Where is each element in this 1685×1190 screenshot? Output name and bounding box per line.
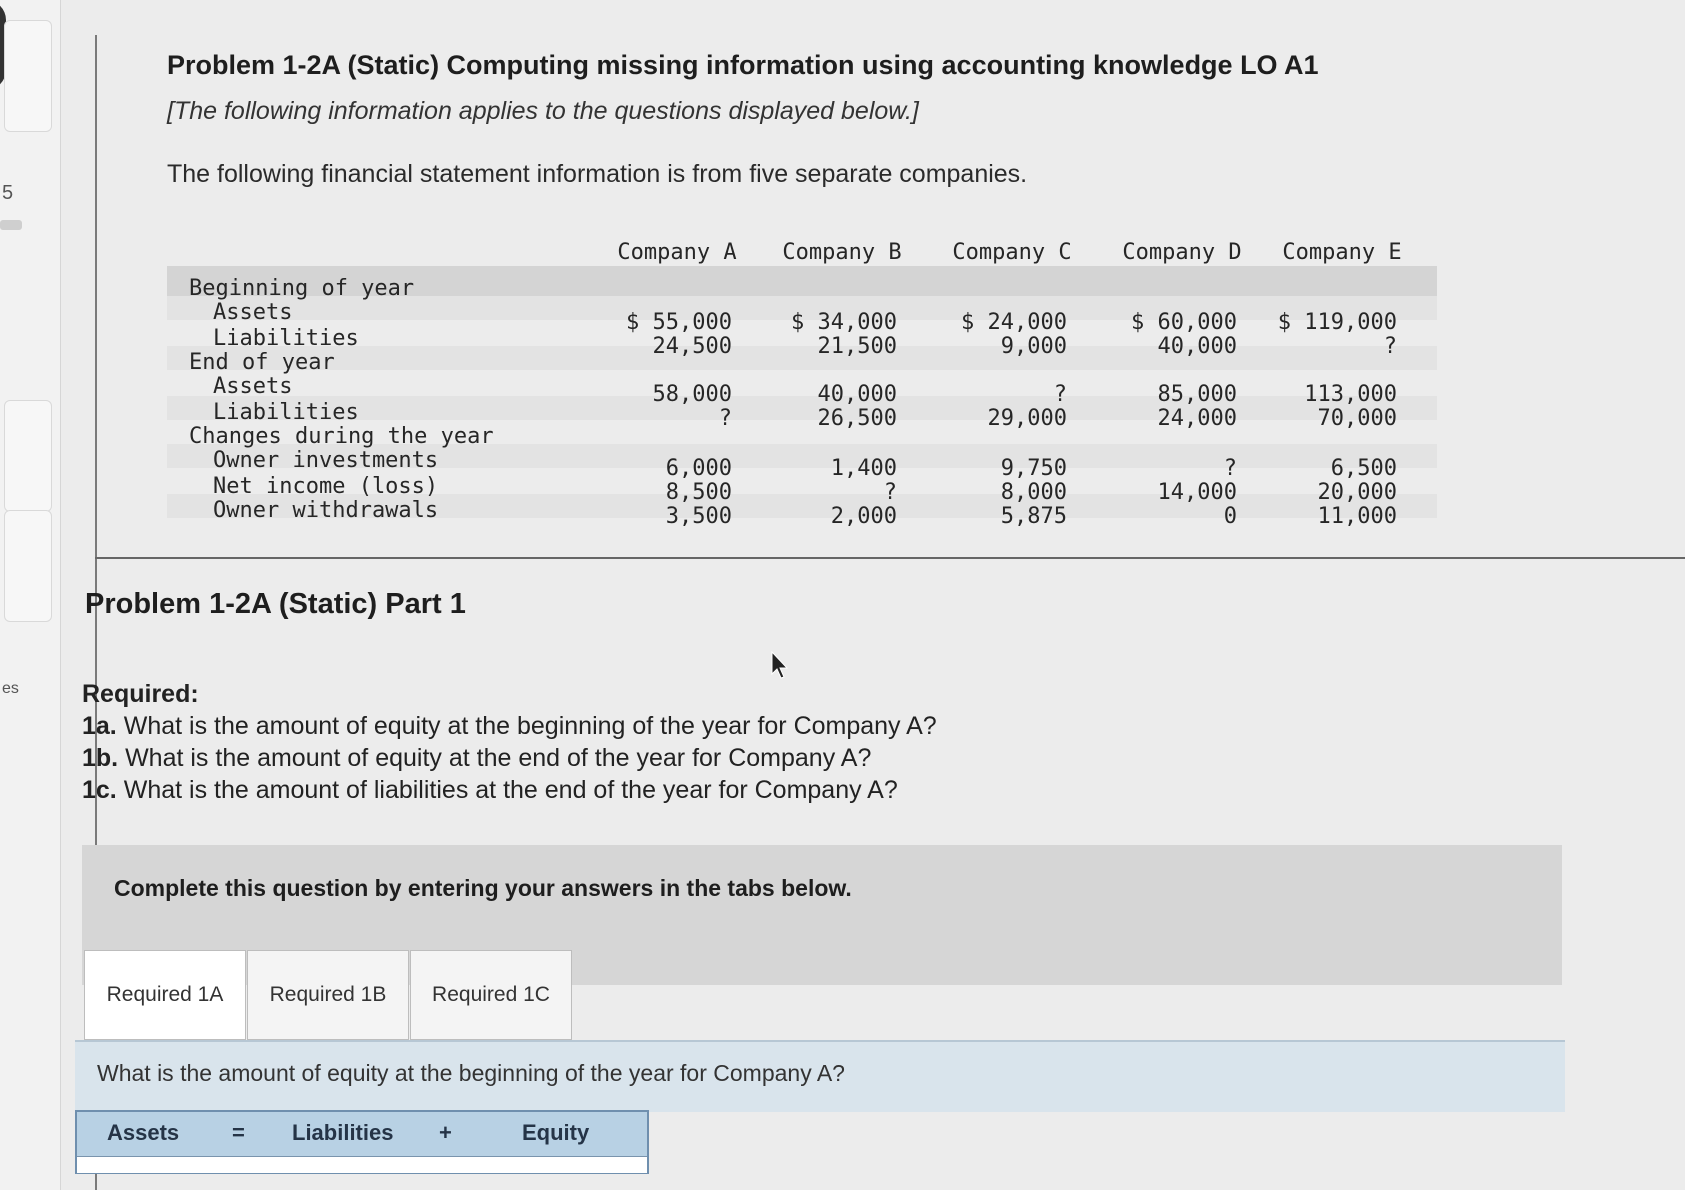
- required-section: [82, 678, 937, 806]
- table-cell: 11,000: [1317, 504, 1397, 529]
- row-label: Assets: [213, 374, 293, 399]
- row-label: Owner withdrawals: [213, 498, 439, 523]
- question-text: What is the amount of equity at the beginning of the year for Company A?: [97, 1060, 845, 1086]
- table-cell: $ 24,000: [961, 310, 1067, 335]
- table-cell: 20,000: [1317, 480, 1397, 505]
- table-cell: 40,000: [1157, 334, 1237, 359]
- assets-heading: Assets: [107, 1120, 180, 1145]
- tab-required-1a[interactable]: Required 1A: [84, 950, 246, 1040]
- table-cell: 1,400: [830, 456, 897, 481]
- required-item-1b: 1b. What is the amount of equity at the end of the year for Company A?: [82, 744, 872, 772]
- row-label: Net income (loss): [213, 474, 439, 499]
- table-cell: 0: [1223, 504, 1237, 529]
- equity-heading: Equity: [522, 1120, 590, 1145]
- financial-table: [167, 230, 1437, 550]
- question-bar: [75, 1040, 1565, 1112]
- row-label: Owner investments: [213, 448, 439, 473]
- table-cell: 3,500: [665, 504, 732, 529]
- table-cell: 8,000: [1000, 480, 1067, 505]
- sidebar-card[interactable]: [4, 510, 52, 622]
- table-cell: ?: [1383, 334, 1397, 359]
- table-cell: 2,000: [830, 504, 897, 529]
- tab-required-1c[interactable]: Required 1C: [410, 950, 572, 1040]
- table-cell: 14,000: [1157, 480, 1237, 505]
- intro-text: The following financial statement information is from five separate companies.: [167, 160, 1028, 188]
- table-cell: ?: [883, 480, 897, 505]
- column-header: Company B: [782, 240, 902, 265]
- table-cell: ?: [1223, 456, 1237, 481]
- table-cell: 113,000: [1304, 382, 1397, 407]
- table-cell: 29,000: [987, 406, 1067, 431]
- table-cell: 85,000: [1157, 382, 1237, 407]
- tab-required-1b[interactable]: Required 1B: [247, 950, 409, 1040]
- table-cell: 9,000: [1000, 334, 1067, 359]
- table-cell: 70,000: [1317, 406, 1397, 431]
- table-cell: 6,500: [1330, 456, 1397, 481]
- table-cell: $ 34,000: [791, 310, 897, 335]
- required-item-1a: 1a. What is the amount of equity at the beginning of the year for Company A?: [82, 712, 937, 740]
- sidebar-question-number[interactable]: 5: [2, 182, 14, 204]
- equals-sign: =: [232, 1120, 245, 1145]
- row-label: End of year: [189, 350, 335, 375]
- section-divider: [95, 557, 1685, 559]
- part-title: Problem 1-2A (Static) Part 1: [85, 588, 466, 620]
- table-cell: 8,500: [665, 480, 732, 505]
- table-cell: $ 55,000: [626, 310, 732, 335]
- sidebar-card[interactable]: [4, 400, 52, 512]
- table-cell: $ 119,000: [1277, 310, 1397, 335]
- equation-input-row[interactable]: [77, 1156, 647, 1173]
- table-cell: 40,000: [817, 382, 897, 407]
- page-subtitle: [The following information applies to the questions displayed below.]: [167, 97, 919, 125]
- table-cell: $ 60,000: [1131, 310, 1237, 335]
- table-cell: 26,500: [817, 406, 897, 431]
- liabilities-heading: Liabilities: [292, 1120, 394, 1145]
- table-cell: 24,500: [652, 334, 732, 359]
- left-sidebar: [0, 0, 61, 1190]
- plus-sign: +: [439, 1120, 452, 1145]
- table-cell: 5,875: [1000, 504, 1067, 529]
- table-cell: 6,000: [665, 456, 732, 481]
- column-header: Company C: [952, 240, 1072, 265]
- sidebar-card[interactable]: [4, 20, 52, 132]
- table-cell: 58,000: [652, 382, 732, 407]
- column-header: Company E: [1282, 240, 1402, 265]
- sidebar-label: es: [2, 680, 19, 697]
- required-item-1c: 1c. What is the amount of liabilities at the end of the year for Company A?: [82, 776, 898, 804]
- table-cell: 21,500: [817, 334, 897, 359]
- row-label: Beginning of year: [189, 276, 415, 301]
- column-header: Company D: [1122, 240, 1242, 265]
- table-cell: 9,750: [1000, 456, 1067, 481]
- row-label: Liabilities: [213, 326, 359, 351]
- instruction-text: Complete this question by entering your answers in the tabs below.: [114, 875, 852, 901]
- row-label: Changes during the year: [189, 424, 494, 449]
- mouse-cursor-icon: [770, 650, 790, 680]
- table-cell: ?: [1053, 382, 1067, 407]
- column-header: Company A: [617, 240, 737, 265]
- page-title: Problem 1-2A (Static) Computing missing information using accounting knowledge LO A1: [167, 50, 1319, 80]
- row-label: Liabilities: [213, 400, 359, 425]
- table-cell: 24,000: [1157, 406, 1237, 431]
- table-cell: ?: [718, 406, 732, 431]
- required-label: Required:: [82, 680, 199, 708]
- sidebar-marker: [0, 220, 22, 230]
- row-label: Assets: [213, 300, 293, 325]
- equation-header: [75, 1110, 649, 1174]
